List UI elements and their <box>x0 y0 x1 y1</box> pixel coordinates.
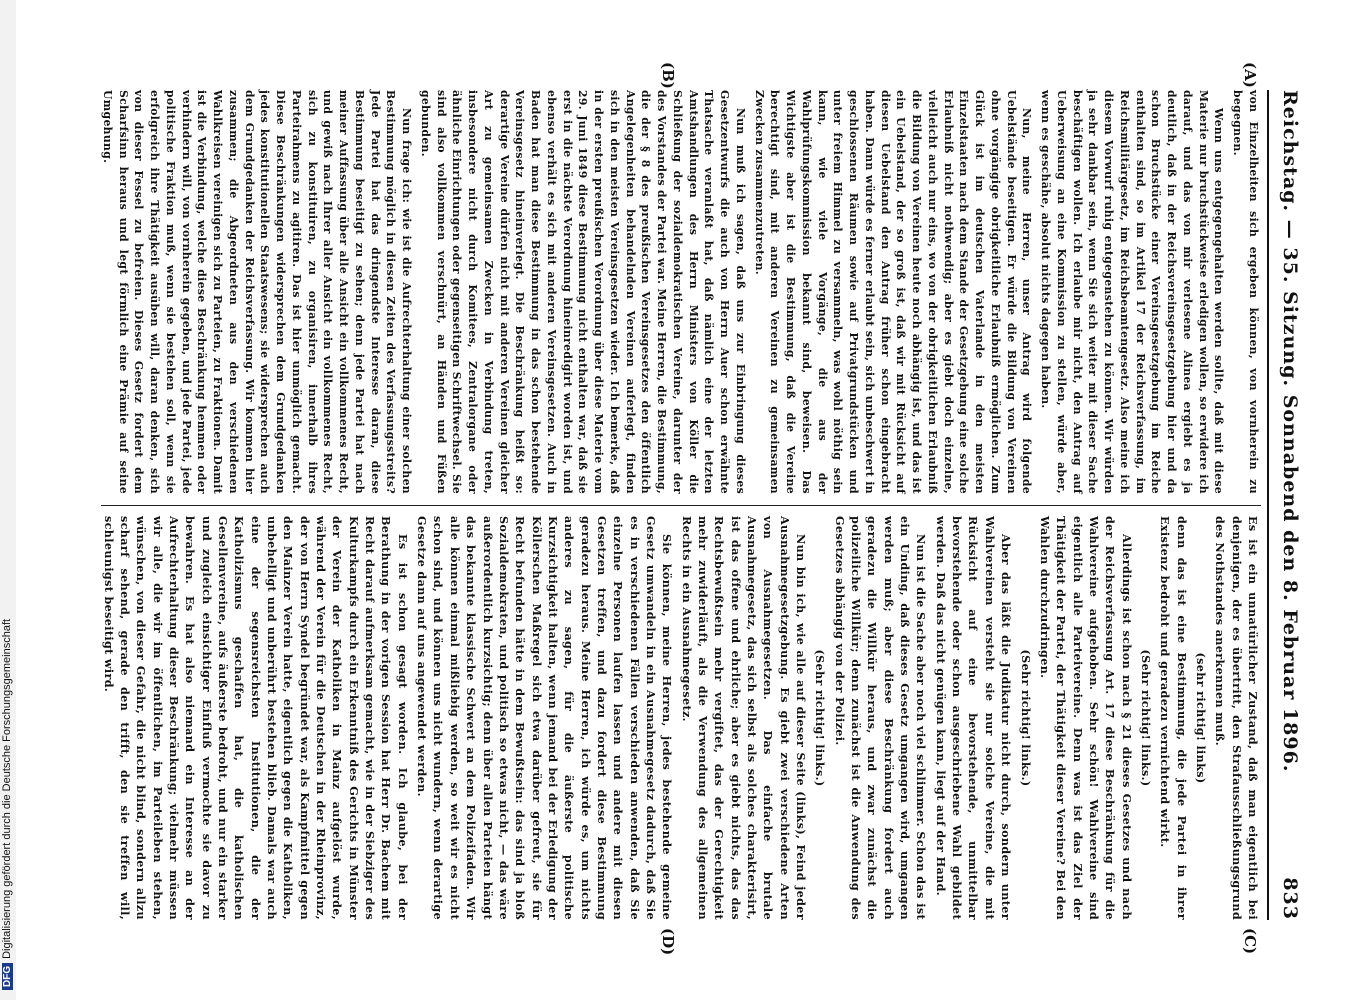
margin-mark-b: (B) <box>659 62 677 89</box>
interjection: (Sehr richtig! links.) <box>1018 649 1033 787</box>
right-column <box>97 516 1261 920</box>
running-head <box>1275 90 1301 920</box>
paragraph: von Einzelheiten sich ergeben können, von vornherein zu begegnen. <box>1231 90 1260 494</box>
paragraph: Es ist schon gesagt worden. Ich glaube, bei der Berathung in der vorigen Session hat Herr Dr. Bachem mit Recht darauf aufmerksam gemacht, wie in der Siebziger des Kulturkampfs durch ein Erkenntniß des Gerichts in Münster der Verein der Katholiken in Mainz aufgelöst wurde, während der Verein für die Deutschen in der Rheinprovinz, der von Herrn Syndel begründet war, als Kampfmittel gegen den Mainzer Verein hatte, eigentlich gegen die Katholiken, unbehelligt und unberührt bestehen blieb. Damals war auch eine der segensreichsten Institutionen, die der Katholizismus geschaffen hat, die katholischen Gesellenvereine, aufs äußerste bedroht, und nur ein starker und zugleich einsichtiger Einfluß vermochte sie davor zu bewahren. Es hat also niemand ein Interesse an der Aufrechterhaltung dieser Beschränkung; vielmehr müssen wir alle, die wir im öffentlichen, im Parteileben stehen, wünschen, von dieser Gefahr, die nicht blind, sondern allzu scharf sehend, gerade den trifft, den sie treffen will, schleunigst beseitigt wird. <box>101 516 410 920</box>
page-number: 833 <box>1279 877 1301 920</box>
paragraph: Nun bin ich, wie alle auf dieser Seite (links), Feind jeder Ausnahmegesetzgebung. Es giebt zwei verschiedene Arten von Ausnahmegesetzen. Das einfache brutale Ausnahmegesetz, das sich selbst als solches charakterisirt, ist das offene und ehrliche; aber es giebt nichts, das das Rechtsbewußtsein mehr vergiftet, das der Gerechtigkeit mehr zuwiderläuft, als die Verwendung des allgemeinen Rechts in ein Ausnahmegesetz. <box>679 516 809 920</box>
column-divider <box>101 505 1261 506</box>
paragraph: Sie können, meine Herren, jedes bestehende gemeine Gesetz umwandeln in ein Ausnahmegesetz dadurch, daß Sie es in verschiedenen Fällen verschieden anwenden, daß Sie einzelne Personen laufen lassen und andere mit diesen Gesetzen treffen, und dazu fordert diese Bestimmung geradezu heraus. Meine Herren, ich würde es, um nichts anderes zu sagen, für die äußerste politische Kurzsichtigkeit halten, wenn jemand bei der Erledigung der Köllerschen Maßregel sich etwa darüber gefreut, sie für Recht befunden hätte in dem Bewußtsein: das sind ja bloß Sozialdemokraten, und politisch so etwas nicht, — das wäre außerordentlich kurzsichtig; denn über allen Parteien hängt das bekannte klassische Schwert an dem Polizeifaden. Wir alle können einmal mißliebig werden, so weit wir es nicht schon sind, und können uns nicht wundern, wenn derartige Gesetze dann auf uns angewendet werden. <box>415 516 675 920</box>
dfg-logo-icon: DFG <box>2 963 13 990</box>
interjection: (Sehr richtig! links.) <box>813 649 828 787</box>
paragraph: denn das ist eine Bestimmung, die jede Partei in ihrer Existenz bedroht und geradezu vernichtend wirkt. <box>1158 516 1189 920</box>
paragraph: Nun, meine Herren, unser Antrag wird folgende Uebelstände beseitigen. Er würde die Bildung von Vereinen ohne vorgängige obrigkeitliche Erlaubniß ermöglichen. Zum Glück ist im deutschen Vaterlande in den meisten Einzelstaaten nach dem Stande der Gesetzgebung eine solche Erlaubniß nicht nothwendig; aber es giebt doch einzelne, vielleicht auch nur eins, wo von der obrigkeitlichen Erlaubniß die Bildung von Vereinen heute noch abhängig ist, und das ist ein Uebelstand, der so groß ist, daß wir mit Rücksicht auf diesen Uebelstand den Antrag früher schon eingebracht haben. Dann würde es ferner erlaubt sein, sich unbeschwert in geschlossenen Räumen sowie auf Privatgrundstücken und unter freiem Himmel zu versammeln, was wohl nöthig sein kann, wie viele Vorgänge, die aus der Wahlprüfungskommission bekannt sind, beweisen. Das Wichtigste aber ist die Bestimmung, daß die Vereine berechtigt sind, mit anderen Vereinen zu gemeinsamen Zwecken zusammenzutreten. <box>752 90 1034 494</box>
paragraph: Wenn uns entgegengehalten werden sollte, daß mit diese Materie nur bruchstückweise erledigen wollen, so erwidere ich darauf, und das von mir verlesene Alinea ergiebt es ja deutlich, daß in der Reichsvereinsgesetzgebung hier und da schon Bruchstücke einer Vereinsgesetzgebung im Reiche enthalten sind, so im Artikel 17 der Reichsverfassung, im Reichsmilitärgesetz, im Reichsbeamtengesetz. Also meine ich diesem Vorwurf ruhig entgegenstehen zu können. Wir würden ja sehr dankbar sein, wenn Sie sich weiter mit dieser Sache beschäftigen wollen. Ich erlaube mir nicht, den Antrag auf Ueberweisung an eine Kommission zu stellen, würde aber, wenn es geschähe, absolut nichts dagegen haben. <box>1039 90 1226 494</box>
margin-mark-d: (D) <box>659 928 677 956</box>
paragraph: Nun muß ich sagen, daß uns zur Einbringung dieses Gesetzentwurfs die auch von Herrn Auer schon erwähnte Thatsache veranlaßt hat, daß nämlich eine der letzten Amtshandlungen des Herrn Ministers von Köller die Schließung der sozialdemokratischen Vereine, darunter der des Vorstandes der Partei war. Meine Herren, die Bestimmung, die der § 8 des preußischen Vereinsgesetzes den öffentlich Angelegenheiten behandelnden Vereinen auferlegt, finden sich in den meisten Vereinsgesetzen wieder. Ich bemerke, daß in der ersten preußischen Verordnung über diese Materie vom 29. Juni 1849 diese Bestimmung nicht enthalten war, daß sie erst in die nächste Verordnung hineinredigirt worden ist, und ebenso verhält es sich mit anderen Vereinsgesetzen. Auch in Baden hat man diese Bestimmung in das schon bestehende Vereinsgesetz hineinverlegt. Die Beschränkung heißt so: derartige Vereine dürfen nicht mit anderen Vereinen gleicher Art zu gemeinsamen Zwecken in Verbindung treten, insbesondere nicht durch Komitees, Zentralorgane oder ähnliche Einrichtungen oder gegenseitigen Schriftwechsel. Sie sind also vollkommen verschnürt, an Händen und Füßen gebunden. <box>419 90 747 494</box>
margin-mark-a: (A) <box>1241 62 1259 88</box>
paragraph: Es ist ein unnatürlicher Zustand, daß man eigentlich bei denjenigen, der es übertritt, den Strafausschließungsgrund des Nothstandes anerkennen muß. <box>1213 516 1260 920</box>
interjection: (Sehr richtig! links.) <box>1138 649 1153 787</box>
interjection: (sehr richtig! links) <box>1193 652 1208 784</box>
paragraph: Nun frage ich: wie ist die Aufrechterhaltung einer solchen Bestimmung möglich in diesen Zeiten des Verfassungsstreits? Jede Partei hat das dringendste Interesse daran, diese Bestimmung beseitigt zu sehen; denn jede Partei hat nach meiner Auffassung über alle Ansicht ein vollkommenes Recht, und gewiß nach Ihrer aller Ansicht ein vollkommenes Recht, sich zu konstituiren, zu organisiren, innerhalb ihres Parteirahmens zu agitiren. Das ist hier unmöglich gemacht. Diese Beschränkungen widersprechen dem Grundgedanken jedes konstitutionellen Staatswesens; sie widersprechen auch dem Grundgedanken der Reichsverfassung. Wir kommen hier zusammen; die Abgeordneten aus den verschiedenen Wahlkreisen vereinigen sich zu Parteien, zu Fraktionen. Damit ist die Verbindung, welche diese Beschränkung hemmen oder verhindern will, von vornherein gegeben, und jede Partei, jede politische Fraktion muß, wenn sie bestehen soll, wenn sie erfolgreich ihre Thätigkeit ausüben will, daran denken, sich von dieser Fessel zu befreien. Dieses Gesetz fordert dem Scharfsinn heraus und legt förmlich eine Prämie auf seine Umgehung. <box>101 90 414 494</box>
page-title: Reichstag. — 35. Sitzung. Sonnabend den 8. Februar 1896. <box>1279 90 1301 773</box>
margin-mark-c: (C) <box>1241 928 1259 955</box>
paragraph: Nun ist die Sache aber noch viel schlimmer. Schon das ist ein Unding, daß dieses Gesetz umgangen wird, umgangen werden muß; aber diese Beschränkung fordert auch geradezu die Willkür heraus, und zwar zunächst die polizeiliche Willkür; denn zunächst ist die Anwendung des Gesetzes abhängig von der Polizei. <box>832 516 929 920</box>
paragraph: Aber das läßt die Judikatur nicht durch, sondern unter Wahlvereinen versteht sie nur solche Vereine, die mit Rücksicht auf eine bevorstehende, unmittelbar bevorstehende oder schon ausgeschriebene Wahl gebildet werden. Daß das nicht genügen kann, liegt auf der Hand. <box>933 516 1014 920</box>
funding-credit-text: Digitalisierung gefördert durch die Deutsche Forschungsgemeinschaft <box>1 618 13 959</box>
left-column <box>96 90 1261 494</box>
header-rule <box>1267 90 1269 920</box>
paragraph: Allerdings ist schon nach § 21 dieses Gesetzes und nach der Reichsverfassung Art. 17 diese Beschränkung für die Wahlvereine aufgehoben. Sehr schön! Wahlvereine sind eigentlich alle Parteivereine. Denn was ist das Ziel der Thätigkeit der Partei, der Thätigkeit dieser Vereine? Bei den Wahlen durchzudringen. <box>1037 516 1134 920</box>
